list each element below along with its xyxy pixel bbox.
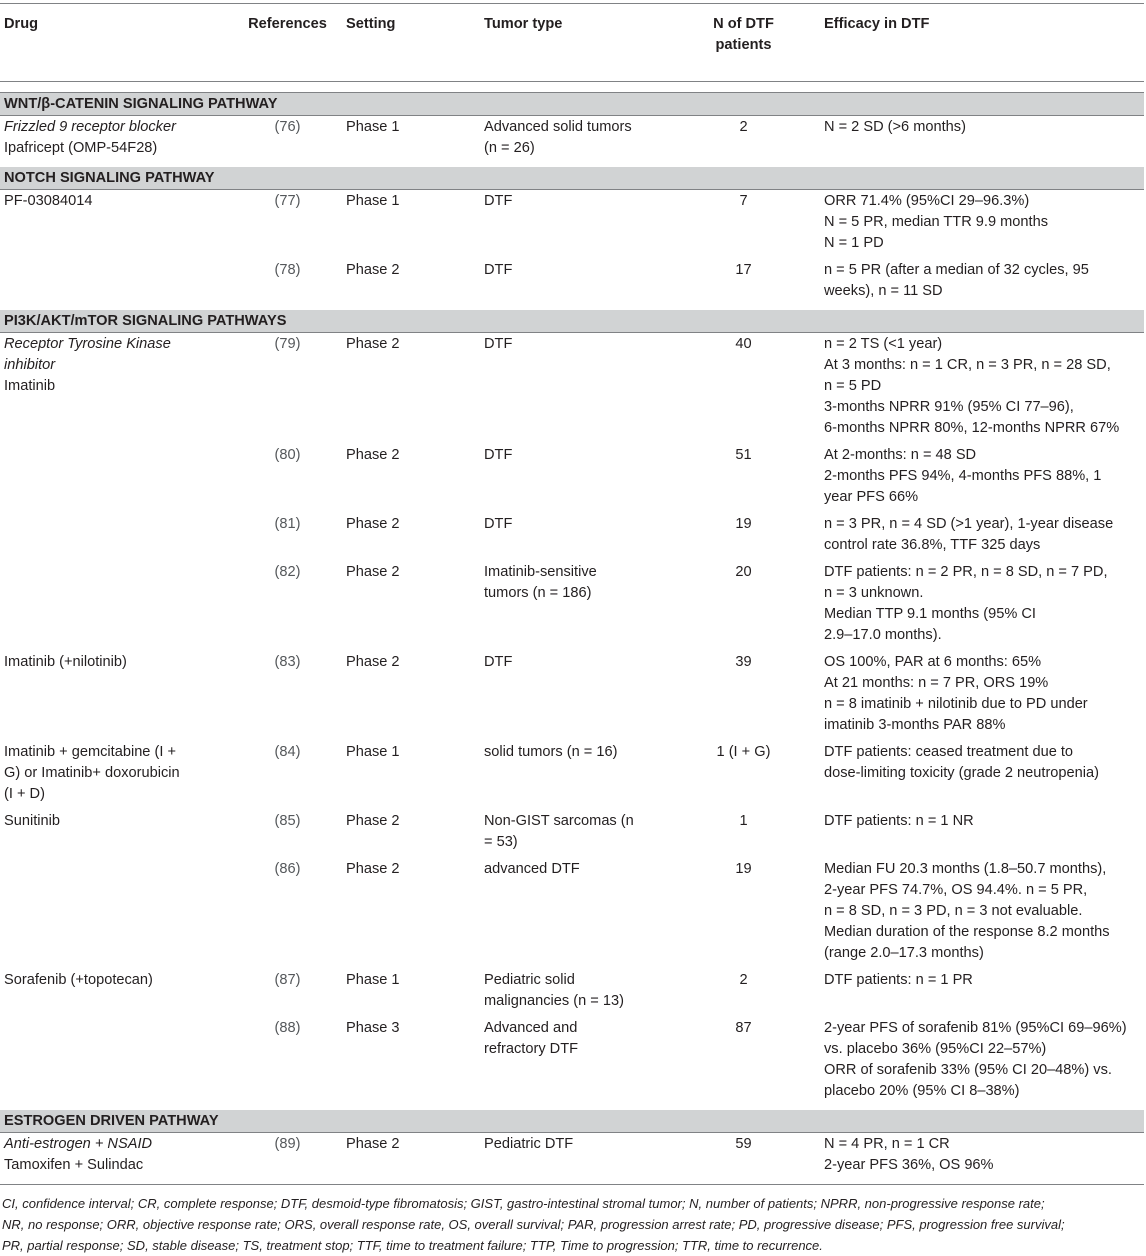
- cell-tumor-type: [480, 1017, 667, 1110]
- tumor-line: DTF: [484, 652, 667, 673]
- section-title: NOTCH SIGNALING PATHWAY: [0, 167, 1144, 190]
- cell-setting: Phase 2: [342, 651, 480, 741]
- efficacy-line: Median TTP 9.1 months (95% CI: [824, 604, 1144, 625]
- cell-tumor-type: [480, 651, 667, 741]
- cell-drug: [0, 259, 233, 310]
- cell-efficacy: [820, 858, 1144, 969]
- cell-efficacy: [820, 651, 1144, 741]
- cell-efficacy: [820, 116, 1144, 168]
- cell-drug: [0, 969, 233, 1017]
- drug-line: Ipafricept (OMP-54F28): [4, 138, 233, 159]
- efficacy-line: DTF patients: n = 1 PR: [824, 970, 1144, 991]
- efficacy-line: n = 5 PD: [824, 376, 1144, 397]
- header-n-of-dtf-patients: [667, 4, 820, 82]
- cell-n-patients: 17: [667, 259, 820, 310]
- efficacy-line: 2-year PFS of sorafenib 81% (95%CI 69–96%): [824, 1018, 1144, 1039]
- drug-line: Frizzled 9 receptor blocker: [4, 117, 233, 138]
- cell-reference: (78): [233, 259, 342, 310]
- drug-line: Anti-estrogen + NSAID: [4, 1134, 233, 1155]
- cell-tumor-type: [480, 259, 667, 310]
- cell-drug: [0, 561, 233, 651]
- efficacy-line: DTF patients: n = 2 PR, n = 8 SD, n = 7 PD,: [824, 562, 1144, 583]
- efficacy-line: (range 2.0–17.3 months): [824, 943, 1144, 964]
- cell-setting: Phase 2: [342, 513, 480, 561]
- cell-tumor-type: [480, 858, 667, 969]
- tumor-line: solid tumors (n = 16): [484, 742, 667, 763]
- cell-drug: [0, 651, 233, 741]
- cell-tumor-type: [480, 741, 667, 810]
- cell-n-patients: 40: [667, 333, 820, 445]
- cell-efficacy: [820, 561, 1144, 651]
- cell-tumor-type: [480, 333, 667, 445]
- drug-line: Imatinib (+nilotinib): [4, 652, 233, 673]
- cell-n-patients: 59: [667, 1133, 820, 1185]
- cell-n-patients: 20: [667, 561, 820, 651]
- efficacy-line: 2.9–17.0 months).: [824, 625, 1144, 646]
- cell-setting: Phase 2: [342, 561, 480, 651]
- efficacy-line: vs. placebo 36% (95%CI 22–57%): [824, 1039, 1144, 1060]
- efficacy-line: At 21 months: n = 7 PR, ORS 19%: [824, 673, 1144, 694]
- efficacy-line: 2-year PFS 36%, OS 96%: [824, 1155, 1144, 1176]
- cell-reference: (76): [233, 116, 342, 168]
- cell-n-patients: 2: [667, 969, 820, 1017]
- cell-tumor-type: [480, 810, 667, 858]
- tumor-line: Advanced and: [484, 1018, 667, 1039]
- cell-reference: (82): [233, 561, 342, 651]
- cell-setting: Phase 2: [342, 444, 480, 513]
- tumor-line: DTF: [484, 445, 667, 466]
- drug-line: Tamoxifen + Sulindac: [4, 1155, 233, 1176]
- cell-setting: Phase 1: [342, 116, 480, 168]
- tumor-line: malignancies (n = 13): [484, 991, 667, 1012]
- footnote: [0, 1185, 1144, 1256]
- table-footnote: [0, 1185, 1144, 1256]
- section-header-row: [0, 310, 1144, 333]
- efficacy-line: DTF patients: n = 1 NR: [824, 811, 1144, 832]
- efficacy-line: 2-year PFS 74.7%, OS 94.4%. n = 5 PR,: [824, 880, 1144, 901]
- efficacy-line: n = 3 PR, n = 4 SD (>1 year), 1-year disease: [824, 514, 1144, 535]
- efficacy-line: n = 8 SD, n = 3 PD, n = 3 not evaluable.: [824, 901, 1144, 922]
- cell-setting: Phase 2: [342, 1133, 480, 1185]
- table-row: [0, 190, 1144, 260]
- drug-line: (I + D): [4, 784, 233, 805]
- cell-drug: [0, 333, 233, 445]
- cell-n-patients: 2: [667, 116, 820, 168]
- cell-tumor-type: [480, 561, 667, 651]
- cell-drug: [0, 858, 233, 969]
- table-row: [0, 259, 1144, 310]
- cell-drug: [0, 810, 233, 858]
- table-row: [0, 651, 1144, 741]
- tumor-line: DTF: [484, 334, 667, 355]
- cell-efficacy: [820, 513, 1144, 561]
- table-row: [0, 1133, 1144, 1185]
- efficacy-line: 2-months PFS 94%, 4-months PFS 88%, 1: [824, 466, 1144, 487]
- table-row: [0, 333, 1144, 445]
- efficacy-line: weeks), n = 11 SD: [824, 281, 1144, 302]
- header-n-label: N of DTF patients: [713, 16, 774, 53]
- cell-tumor-type: [480, 1133, 667, 1185]
- efficacy-line: N = 1 PD: [824, 233, 1144, 254]
- table-row: [0, 969, 1144, 1017]
- cell-drug: [0, 741, 233, 810]
- cell-efficacy: [820, 259, 1144, 310]
- table-body: [0, 82, 1144, 1185]
- efficacy-line: 3-months NPRR 91% (95% CI 77–96),: [824, 397, 1144, 418]
- cell-setting: Phase 2: [342, 259, 480, 310]
- section-header-row: [0, 93, 1144, 116]
- section-header-row: [0, 167, 1144, 190]
- tumor-line: tumors (n = 186): [484, 583, 667, 604]
- efficacy-line: ORR 71.4% (95%CI 29–96.3%): [824, 191, 1144, 212]
- header-efficacy: Efficacy in DTF: [820, 4, 1144, 82]
- table-row: [0, 561, 1144, 651]
- tumor-line: DTF: [484, 514, 667, 535]
- cell-n-patients: 39: [667, 651, 820, 741]
- cell-efficacy: [820, 1133, 1144, 1185]
- drug-line: PF-03084014: [4, 191, 233, 212]
- cell-reference: (88): [233, 1017, 342, 1110]
- tumor-line: refractory DTF: [484, 1039, 667, 1060]
- table-row: [0, 513, 1144, 561]
- efficacy-line: imatinib 3-months PAR 88%: [824, 715, 1144, 736]
- efficacy-line: n = 3 unknown.: [824, 583, 1144, 604]
- drug-line: Sunitinib: [4, 811, 233, 832]
- cell-n-patients: 87: [667, 1017, 820, 1110]
- efficacy-line: n = 2 TS (<1 year): [824, 334, 1144, 355]
- footnote-line: PR, partial response; SD, stable disease; TS, treatment stop; TTF, time to treatment failure; TTP, Time to progression; TTR, time to recurrence.: [2, 1235, 1144, 1256]
- table-row: [0, 116, 1144, 168]
- drug-line: Imatinib: [4, 376, 233, 397]
- drug-line: Imatinib + gemcitabine (I +: [4, 742, 233, 763]
- cell-setting: Phase 2: [342, 858, 480, 969]
- cell-drug: [0, 190, 233, 260]
- cell-setting: Phase 1: [342, 969, 480, 1017]
- cell-n-patients: 19: [667, 513, 820, 561]
- efficacy-line: Median duration of the response 8.2 months: [824, 922, 1144, 943]
- cell-tumor-type: [480, 444, 667, 513]
- cell-efficacy: [820, 333, 1144, 445]
- cell-setting: Phase 2: [342, 810, 480, 858]
- cell-setting: Phase 2: [342, 333, 480, 445]
- efficacy-line: placebo 20% (95% CI 8–38%): [824, 1081, 1144, 1102]
- tumor-line: (n = 26): [484, 138, 667, 159]
- tumor-line: advanced DTF: [484, 859, 667, 880]
- efficacy-line: OS 100%, PAR at 6 months: 65%: [824, 652, 1144, 673]
- header-setting: Setting: [342, 4, 480, 82]
- cell-efficacy: [820, 810, 1144, 858]
- table-row: [0, 858, 1144, 969]
- cell-n-patients: 7: [667, 190, 820, 260]
- efficacy-line: ORR of sorafenib 33% (95% CI 20–48%) vs.: [824, 1060, 1144, 1081]
- cell-reference: (77): [233, 190, 342, 260]
- cell-reference: (86): [233, 858, 342, 969]
- tumor-line: DTF: [484, 260, 667, 281]
- efficacy-line: DTF patients: ceased treatment due to: [824, 742, 1144, 763]
- cell-efficacy: [820, 1017, 1144, 1110]
- tumor-line: DTF: [484, 191, 667, 212]
- cell-reference: (87): [233, 969, 342, 1017]
- cell-drug: [0, 444, 233, 513]
- cell-reference: (85): [233, 810, 342, 858]
- tumor-line: Pediatric solid: [484, 970, 667, 991]
- cell-efficacy: [820, 741, 1144, 810]
- cell-n-patients: 19: [667, 858, 820, 969]
- cell-n-patients: 1 (I + G): [667, 741, 820, 810]
- cell-tumor-type: [480, 513, 667, 561]
- drug-line: G) or Imatinib+ doxorubicin: [4, 763, 233, 784]
- header-drug: Drug: [0, 4, 233, 82]
- efficacy-line: Median FU 20.3 months (1.8–50.7 months),: [824, 859, 1144, 880]
- footnote-line: CI, confidence interval; CR, complete response; DTF, desmoid-type fibromatosis; GIST, gastro-intestinal stromal tumor; N, number of patients; NPRR, non-progressive response rate;: [2, 1193, 1144, 1214]
- efficacy-line: N = 5 PR, median TTR 9.9 months: [824, 212, 1144, 233]
- efficacy-line: n = 8 imatinib + nilotinib due to PD under: [824, 694, 1144, 715]
- efficacy-line: control rate 36.8%, TTF 325 days: [824, 535, 1144, 556]
- cell-n-patients: 1: [667, 810, 820, 858]
- cell-drug: [0, 1017, 233, 1110]
- cell-setting: Phase 3: [342, 1017, 480, 1110]
- cell-drug: [0, 1133, 233, 1185]
- efficacy-line: dose-limiting toxicity (grade 2 neutropenia): [824, 763, 1144, 784]
- cell-n-patients: 51: [667, 444, 820, 513]
- drug-line: Sorafenib (+topotecan): [4, 970, 233, 991]
- efficacy-line: 6-months NPRR 80%, 12-months NPRR 67%: [824, 418, 1144, 439]
- efficacy-line: At 3 months: n = 1 CR, n = 3 PR, n = 28 SD,: [824, 355, 1144, 376]
- spacer-cell: [0, 82, 1144, 93]
- section-title: WNT/β-CATENIN SIGNALING PATHWAY: [0, 93, 1144, 116]
- drug-line: inhibitor: [4, 355, 233, 376]
- table-row: [0, 1017, 1144, 1110]
- cell-drug: [0, 513, 233, 561]
- tumor-line: Imatinib-sensitive: [484, 562, 667, 583]
- tumor-line: Pediatric DTF: [484, 1134, 667, 1155]
- footnote-line: NR, no response; ORR, objective response rate; ORS, overall response rate, OS, overall survival; PAR, progression arrest rate; PD, progressive disease; PFS, progression free survival;: [2, 1214, 1144, 1235]
- table-row: [0, 741, 1144, 810]
- section-title: ESTROGEN DRIVEN PATHWAY: [0, 1110, 1144, 1133]
- cell-tumor-type: [480, 969, 667, 1017]
- cell-tumor-type: [480, 116, 667, 168]
- cell-efficacy: [820, 969, 1144, 1017]
- table-row: [0, 444, 1144, 513]
- cell-reference: (89): [233, 1133, 342, 1185]
- efficacy-line: year PFS 66%: [824, 487, 1144, 508]
- header-references: References: [233, 4, 342, 82]
- tumor-line: Advanced solid tumors: [484, 117, 667, 138]
- drug-efficacy-table: [0, 3, 1144, 1256]
- table-row: [0, 810, 1144, 858]
- efficacy-line: N = 4 PR, n = 1 CR: [824, 1134, 1144, 1155]
- tumor-line: = 53): [484, 832, 667, 853]
- cell-efficacy: [820, 444, 1144, 513]
- cell-efficacy: [820, 190, 1144, 260]
- drug-line: Receptor Tyrosine Kinase: [4, 334, 233, 355]
- tumor-line: Non-GIST sarcomas (n: [484, 811, 667, 832]
- cell-tumor-type: [480, 190, 667, 260]
- header-spacer: [0, 82, 1144, 93]
- table-header: [0, 4, 1144, 82]
- section-title: PI3K/AKT/mTOR SIGNALING PATHWAYS: [0, 310, 1144, 333]
- section-header-row: [0, 1110, 1144, 1133]
- efficacy-line: n = 5 PR (after a median of 32 cycles, 95: [824, 260, 1144, 281]
- cell-reference: (84): [233, 741, 342, 810]
- cell-reference: (81): [233, 513, 342, 561]
- efficacy-line: At 2-months: n = 48 SD: [824, 445, 1144, 466]
- efficacy-line: N = 2 SD (>6 months): [824, 117, 1144, 138]
- cell-setting: Phase 1: [342, 190, 480, 260]
- cell-drug: [0, 116, 233, 168]
- cell-reference: (80): [233, 444, 342, 513]
- cell-reference: (83): [233, 651, 342, 741]
- header-tumor-type: Tumor type: [480, 4, 667, 82]
- cell-reference: (79): [233, 333, 342, 445]
- cell-setting: Phase 1: [342, 741, 480, 810]
